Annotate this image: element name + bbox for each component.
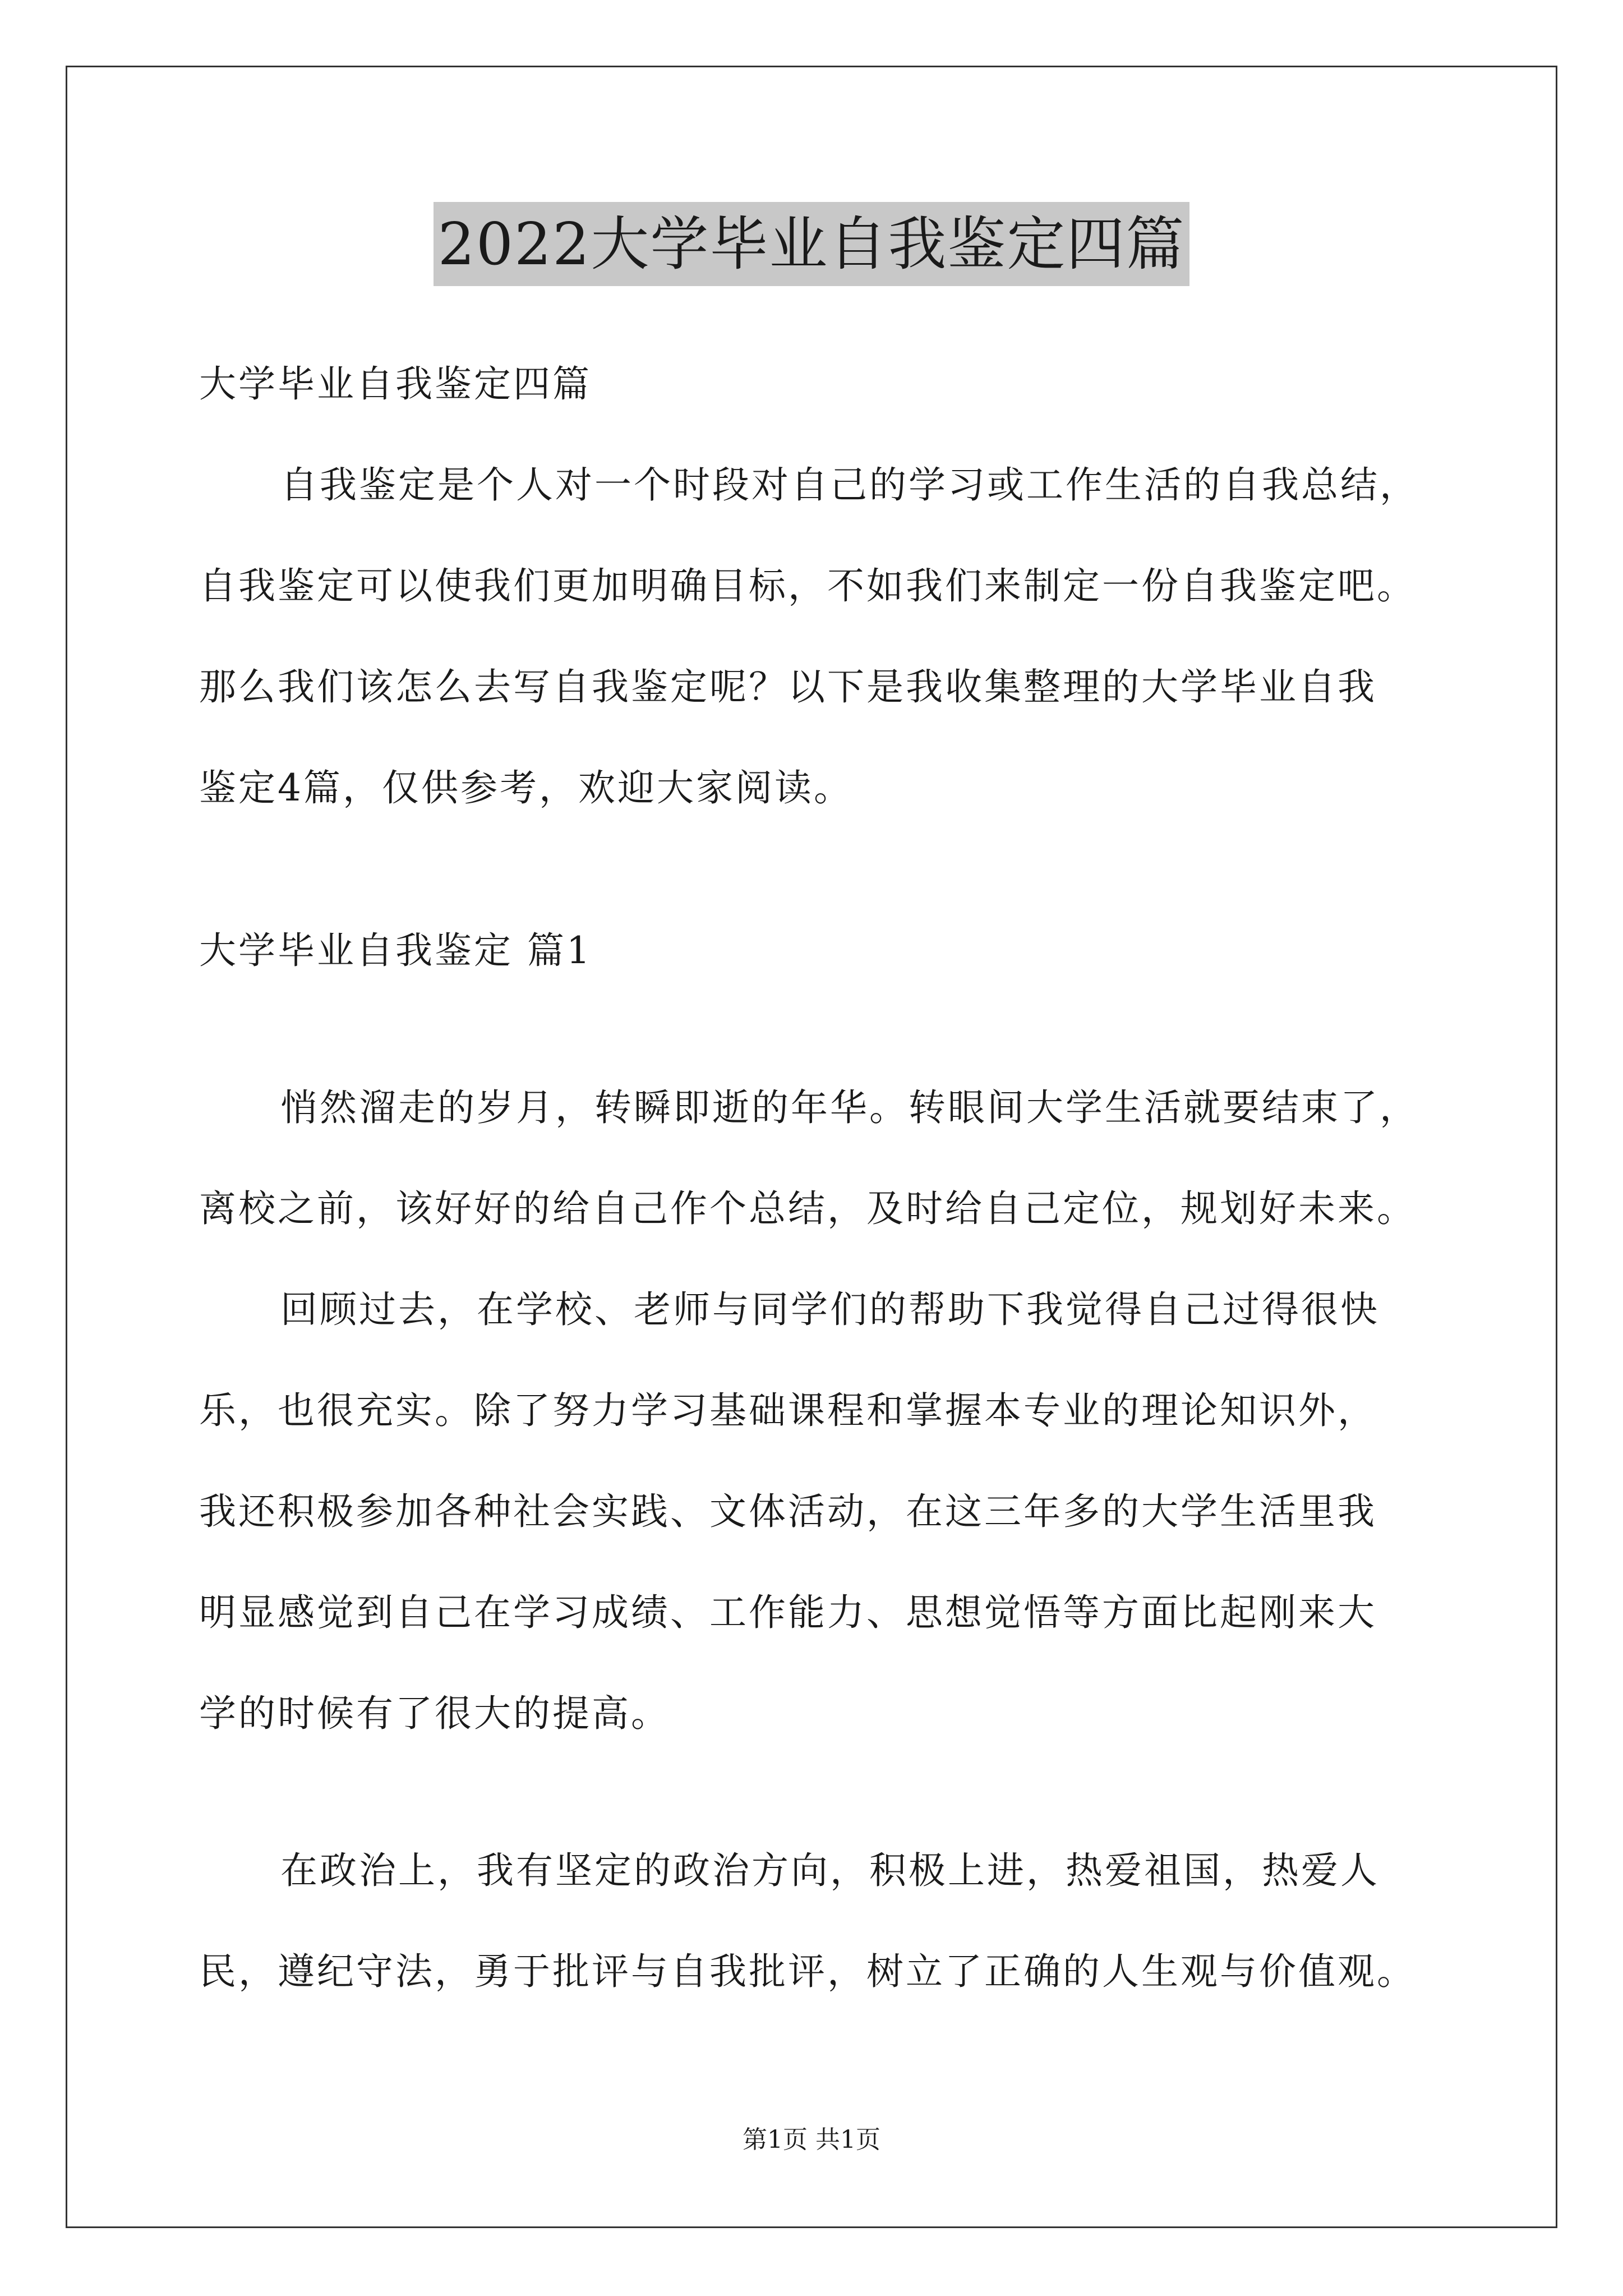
intro-line-4: 鉴定4篇，仅供参考，欢迎大家阅读。 [199,766,853,809]
document-subtitle: 大学毕业自我鉴定四篇 [199,362,592,406]
document-title: 2022大学毕业自我鉴定四篇 [434,202,1190,286]
intro-line-2: 自我鉴定可以使我们更加明确目标，不如我们来制定一份自我鉴定吧。 [199,564,1416,608]
p2-line-4: 明显感觉到自己在学习成绩、工作能力、思想觉悟等方面比起刚来大 [199,1591,1377,1634]
p3-line-1: 在政治上，我有坚定的政治方向，积极上进，热爱祖国，热爱人 [280,1849,1380,1892]
intro-line-1: 自我鉴定是个人对一个时段对自己的学习或工作生活的自我总结， [280,463,1419,507]
p2-line-3: 我还积极参加各种社会实践、文体活动，在这三年多的大学生活里我 [199,1490,1377,1533]
section-heading: 大学毕业自我鉴定 篇1 [199,929,592,972]
p2-line-2: 乐，也很充实。除了努力学习基础课程和掌握本专业的理论知识外， [199,1389,1377,1432]
p2-line-1: 回顾过去，在学校、老师与同学们的帮助下我觉得自己过得很快 [280,1288,1380,1331]
page-number: 第1页 共1页 [743,2125,880,2154]
p3-line-2: 民，遵纪守法，勇于批评与自我批评，树立了正确的人生观与价值观。 [199,1950,1416,1993]
title-container [0,202,1623,286]
p2-line-5: 学的时候有了很大的提高。 [199,1692,670,1735]
p1-line-1: 悄然溜走的岁月，转瞬即逝的年华。转眼间大学生活就要结束了， [280,1086,1419,1129]
intro-line-3: 那么我们该怎么去写自我鉴定呢？以下是我收集整理的大学毕业自我 [199,665,1377,708]
p1-line-2: 离校之前，该好好的给自己作个总结，及时给自己定位，规划好未来。 [199,1187,1416,1230]
